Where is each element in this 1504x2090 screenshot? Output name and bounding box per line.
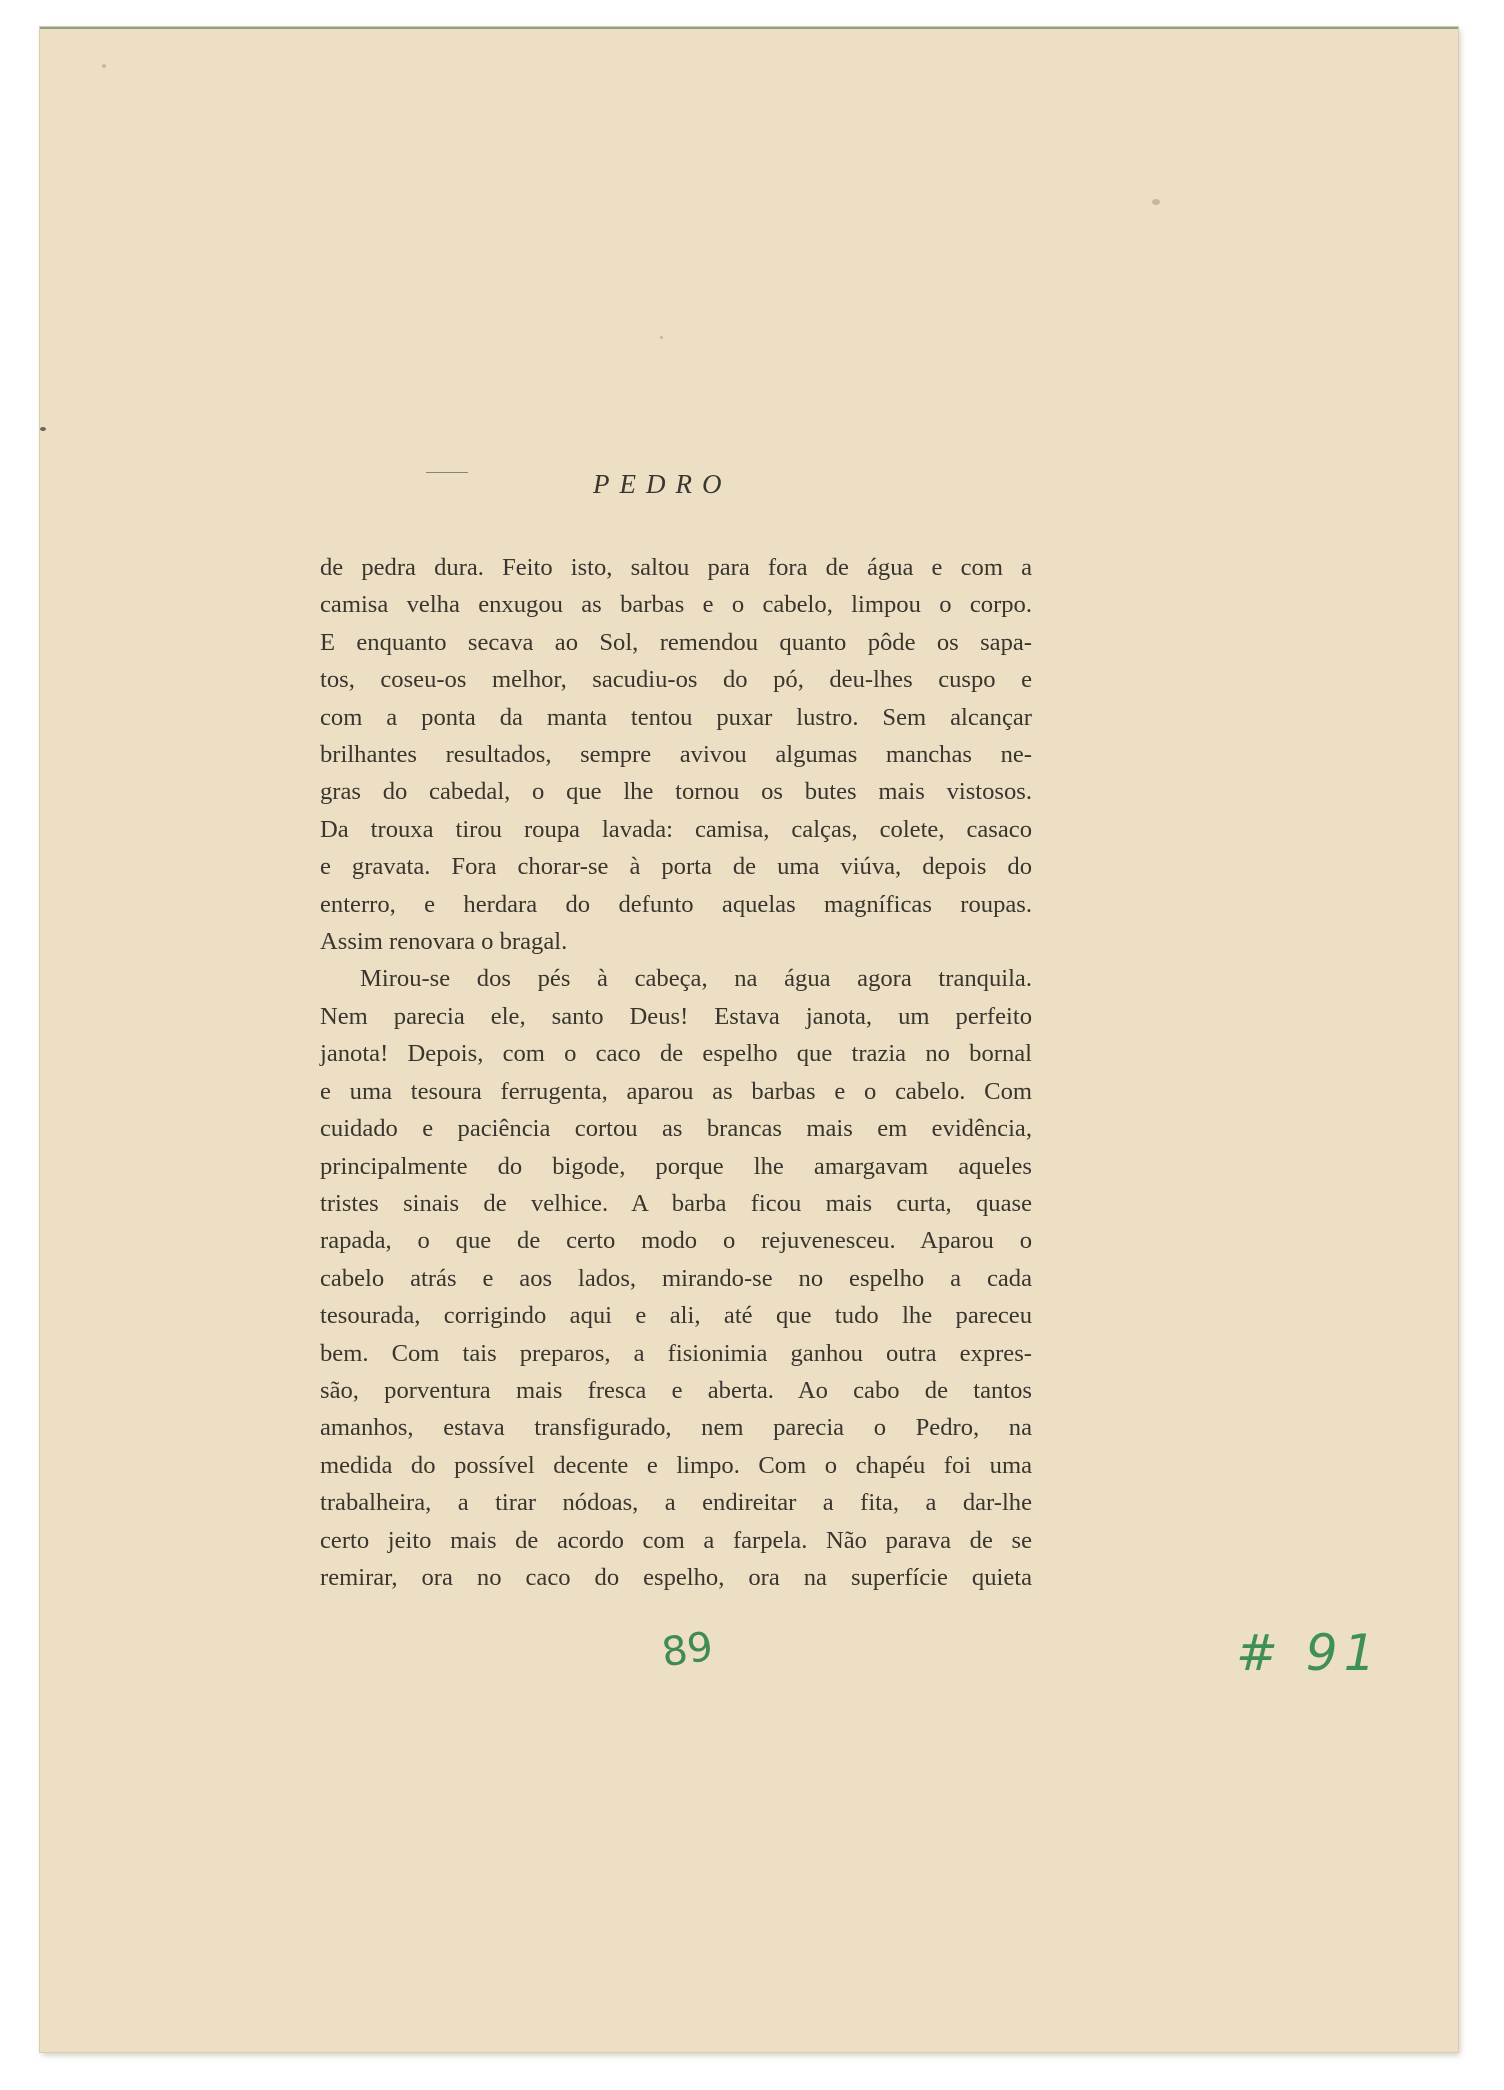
- text-line: janota! Depois, com o caco de espelho que trazia no bornal: [320, 1040, 1032, 1068]
- handwritten-folio-mark: 89: [659, 1623, 716, 1677]
- handwritten-archive-number: # 91: [1236, 1624, 1382, 1682]
- running-head: PEDRO: [593, 469, 732, 499]
- text-line: amanhos, estava transfigurado, nem parecia o Pedro, na: [320, 1414, 1032, 1442]
- text-line: certo jeito mais de acordo com a farpela. Não parava de se: [320, 1526, 1032, 1554]
- text-line: tesourada, corrigindo aqui e ali, até que tudo lhe pareceu: [320, 1302, 1032, 1330]
- text-line: enterro, e herdara do defunto aquelas magníficas roupas.: [320, 890, 1032, 918]
- text-line: principalmente do bigode, porque lhe amargavam aqueles: [320, 1152, 1032, 1180]
- text-line: remirar, ora no caco do espelho, ora na superfície quieta: [320, 1563, 1032, 1591]
- text-line: gras do cabedal, o que lhe tornou os butes mais vistosos.: [320, 778, 1032, 806]
- text-line: com a ponta da manta tentou puxar lustro. Sem alcançar: [320, 703, 1032, 731]
- paper-speck: [660, 336, 663, 339]
- text-line: e gravata. Fora chorar-se à porta de uma viúva, depois do: [320, 853, 1032, 881]
- paper-speck: [1152, 199, 1160, 205]
- body-text: [320, 549, 1032, 1596]
- text-line: Assim renovara o bragal.: [320, 928, 568, 956]
- text-line: tos, coseu-os melhor, sacudiu-os do pó, deu-lhes cuspo e: [320, 666, 1032, 694]
- text-line: cabelo atrás e aos lados, mirando-se no espelho a cada: [320, 1264, 1032, 1292]
- text-line: Mirou-se dos pés à cabeça, na água agora tranquila.: [360, 965, 1032, 993]
- text-line: bem. Com tais preparos, a fisionimia ganhou outra expres-: [320, 1339, 1032, 1367]
- text-line: são, porventura mais fresca e aberta. Ao cabo de tantos: [320, 1376, 1032, 1404]
- text-line: cuidado e paciência cortou as brancas mais em evidência,: [320, 1115, 1032, 1143]
- running-head-dash: [426, 472, 468, 473]
- text-line: medida do possível decente e limpo. Com o chapéu foi uma: [320, 1451, 1032, 1479]
- text-line: E enquanto secava ao Sol, remendou quanto pôde os sapa-: [320, 628, 1032, 656]
- text-line: de pedra dura. Feito isto, saltou para fora de água e com a: [320, 554, 1032, 581]
- paper-speck: [102, 64, 106, 68]
- paper-speck: [40, 427, 46, 431]
- text-line: Da trouxa tirou roupa lavada: camisa, calças, colete, casaco: [320, 815, 1032, 843]
- paper-sheet: [40, 27, 1458, 2052]
- paragraph-1: [320, 549, 1032, 960]
- text-line: camisa velha enxugou as barbas e o cabelo, limpou o corpo.: [320, 591, 1032, 619]
- text-line: tristes sinais de velhice. A barba ficou mais curta, quase: [320, 1189, 1032, 1217]
- text-line: brilhantes resultados, sempre avivou algumas manchas ne-: [320, 741, 1032, 769]
- text-line: e uma tesoura ferrugenta, aparou as barbas e o cabelo. Com: [320, 1077, 1032, 1105]
- text-line: rapada, o que de certo modo o rejuvenesceu. Aparou o: [320, 1227, 1032, 1255]
- paragraph-2: [320, 960, 1032, 1596]
- text-line: trabalheira, a tirar nódoas, a endireitar a fita, a dar-lhe: [320, 1489, 1032, 1517]
- text-line: Nem parecia ele, santo Deus! Estava janota, um perfeito: [320, 1002, 1032, 1030]
